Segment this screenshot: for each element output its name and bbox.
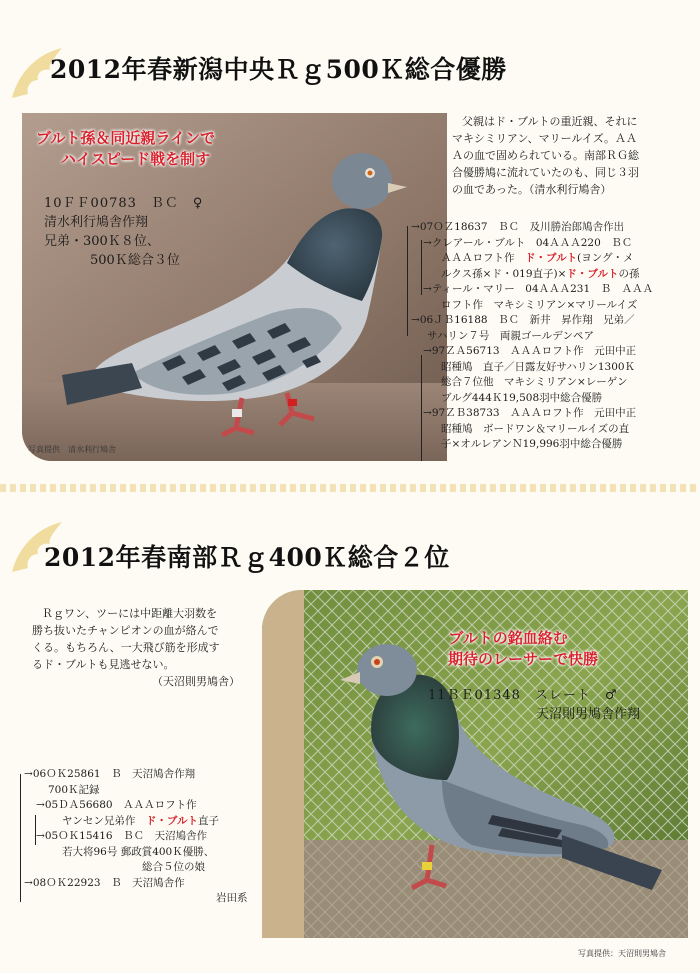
top-bird-info (44, 194, 203, 270)
top-intro-paragraph (452, 113, 692, 198)
intro-line: の血であった。（清水利行鳩舎） (452, 183, 612, 196)
pedigree-text: サハリン７号 両親ゴールデンペア (427, 329, 594, 342)
pedigree-row (411, 437, 696, 453)
pedigree-row (411, 375, 696, 391)
pedigree-row (411, 329, 696, 345)
top-photo-banner (36, 128, 215, 170)
intro-line: マキシミリアン、マリールイズ。ＡＡ (452, 132, 638, 145)
intro-line: 合優勝鳩に流れていたのも、同じ３羽 (452, 166, 639, 179)
pedigree-text: 07ＯＺ18637 ＢＣ 及川勝治郎鳩舎作出 (419, 221, 625, 233)
top-headline: 2012年春新潟中央Ｒｇ500Ｋ総合優勝 (50, 55, 507, 84)
pedigree-row (411, 251, 696, 267)
bottom-banner-line2: 期待のレーサーで快勝 (448, 650, 599, 668)
intro-line: Ａの血で固められている。南部ＲＧ総 (452, 149, 639, 162)
pedigree-row (411, 422, 696, 438)
top-photo-credit: 写真提供 清水利行鳩舎 (28, 445, 116, 454)
section-divider (0, 484, 700, 492)
top-banner-line1: ブルト孫＆同近親ラインで (36, 129, 215, 147)
pedigree-row: →05ＯＫ15416 ＢＣ 天沼鳩舎作 (36, 830, 208, 842)
pedigree-row: →08ＯＫ22923 Ｂ 天沼鳩舎作 (24, 876, 185, 889)
bottom-pedigree (24, 767, 264, 907)
intro-line: Ｒｇワン、ツーには中距離大羽数を (42, 607, 218, 620)
pedigree-row: →クレアール・ブルト 04ＡＡＡ220 ＢＣ (423, 236, 633, 249)
pedigree-row: →07ＯＺ18637 ＢＣ 及川勝治郎鳩舎作出 (411, 221, 625, 233)
intro-line: 勝ち抜いたチャンピオンの血が絡んで (32, 624, 219, 637)
pedigree-text: 直子 (198, 814, 219, 827)
pedigree-bracket (407, 226, 408, 336)
pedigree-row: →06ＯＫ25861 Ｂ 天沼鳩舎作翔 (24, 768, 196, 780)
pedigree-row: →97ＺＡ56713 ＡＡＡロフト作 元田中正 (423, 345, 637, 357)
pedigree-row: →06ＪＢ16188 ＢＣ 新井 昇作翔 兄弟／ (411, 314, 635, 326)
intro-line: くる。もちろん、一大飛び筋を形成す (32, 641, 220, 654)
top-bird-result2: 500Ｋ総合３位 (90, 253, 180, 268)
pedigree-text: クレアール・ブルト 04ＡＡＡ220 ＢＣ (431, 236, 633, 249)
intro-line: （天沼則男鳩舎） (152, 675, 240, 688)
de-bruto-highlight: ド・ブルト (145, 814, 198, 827)
top-banner-line2: ハイスピード戦を制す (60, 150, 211, 168)
bottom-intro-paragraph (32, 605, 272, 690)
pedigree-text: ルクス孫×ド・019直子)× (441, 267, 567, 280)
bottom-headline: 2012年春南部Ｒｇ400Ｋ総合２位 (44, 543, 450, 572)
pedigree-text: ＡＡＡロフト作 (441, 252, 515, 264)
pedigree-row: →ティール・マリー 04ＡＡＡ231 Ｂ ＡＡＡ (423, 283, 654, 295)
de-bruto-highlight: ド・ブルト (525, 252, 578, 264)
bottom-bird-ring: 11ＢＥ01348 スレート ♂ (428, 688, 618, 703)
pedigree-bracket (20, 774, 21, 902)
pedigree-text: 子×オルレアンＮ19,996羽中総合優勝 (441, 438, 623, 450)
pedigree-row (411, 267, 696, 283)
pedigree-text: 97ＺＡ56713 ＡＡＡロフト作 元田中正 (431, 345, 637, 357)
pedigree-text: 岩田系 (216, 892, 248, 904)
pedigree-row (411, 391, 696, 407)
pedigree-text: 05ＤＡ56680 ＡＡＡロフト作 (44, 799, 197, 811)
pedigree-text: ブルグ444Ｋ19,508羽中総合優勝 (441, 391, 603, 404)
pedigree-text: ヤンセン兄弟作 (62, 814, 136, 827)
pedigree-text: 総合７位他 マキシミリアン×レーゲン (441, 376, 628, 388)
de-bruto-highlight: ド・ブルト (566, 267, 619, 280)
bottom-bird-info (428, 686, 640, 724)
pedigree-row: →05ＤＡ56680 ＡＡＡロフト作 (36, 799, 197, 811)
intro-line: 父親はド・ブルトの重近親、それに (462, 115, 638, 128)
pedigree-row (411, 360, 696, 376)
top-bird-result1: 兄弟・300Ｋ８位、 (44, 234, 160, 249)
pedigree-text: (ヨング・メ (577, 252, 634, 264)
pedigree-row (24, 783, 264, 799)
pedigree-text: 08ＯＫ22923 Ｂ 天沼鳩舎作 (32, 876, 185, 889)
bottom-banner-line1: ブルトの銘血絡む (448, 629, 568, 647)
pedigree-text: ロフト作 マキシミリアン×マリールイズ (441, 298, 638, 311)
pedigree-text: 昭種鳩 ボードワン＆マリールイズの直 (441, 422, 630, 435)
pedigree-text: 05ＯＫ15416 ＢＣ 天沼鳩舎作 (44, 830, 208, 842)
pedigree-text: 700Ｋ記録 (48, 783, 100, 796)
pedigree-row (24, 845, 264, 861)
pedigree-text: ティール・マリー 04ＡＡＡ231 Ｂ ＡＡＡ (431, 283, 654, 295)
pedigree-text: 06ＪＢ16188 ＢＣ 新井 昇作翔 兄弟／ (419, 314, 635, 326)
bottom-photo-banner (418, 628, 598, 670)
pedigree-row (411, 298, 696, 314)
pedigree-row: →97ＺＢ38733 ＡＡＡロフト作 元田中正 (423, 407, 637, 419)
pedigree-text: 若大将96号 郵政賞400Ｋ優勝、 (62, 845, 215, 858)
pedigree-row (24, 891, 264, 907)
top-bird-breeder: 清水利行鳩舎作翔 (44, 215, 149, 230)
top-bird-ring: 10ＦＦ00783 ＢＣ ♀ (44, 196, 204, 211)
bottom-bird-breeder: 天沼則男鳩舎作翔 (536, 707, 641, 722)
pedigree-text: 総合５位の娘 (142, 861, 205, 873)
pedigree-row (24, 860, 264, 876)
pedigree-text: 昭種鳩 直子／日露友好サハリン1300Ｋ (441, 360, 636, 373)
pedigree-text: 97ＺＢ38733 ＡＡＡロフト作 元田中正 (431, 407, 637, 419)
pedigree-text: 06ＯＫ25861 Ｂ 天沼鳩舎作翔 (32, 768, 196, 780)
bottom-photo-credit: 写真提供：天沼則男鳩舎 (578, 949, 666, 958)
top-pedigree (411, 220, 696, 453)
pedigree-row (24, 814, 264, 830)
intro-line: るド・ブルトも見逃せない。 (32, 658, 175, 671)
pedigree-text: の孫 (618, 267, 640, 280)
